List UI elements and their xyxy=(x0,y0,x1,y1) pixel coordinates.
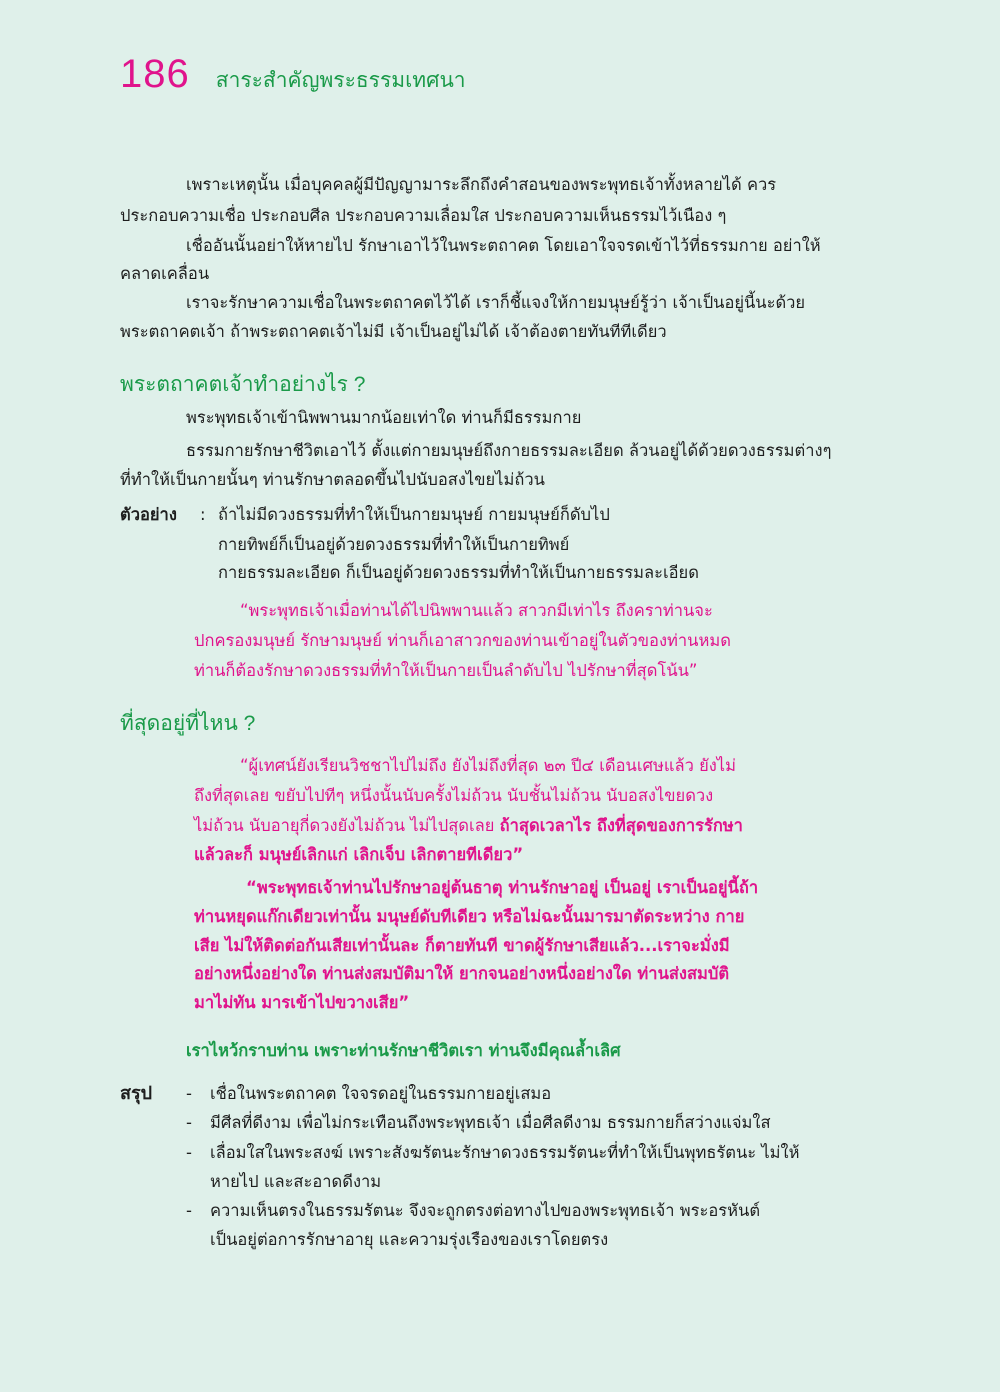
intro-p2-line2: คลาดเคลื่อน xyxy=(120,264,210,283)
quote1-line2: ปกครองมนุษย์ รักษามนุษย์ ท่านก็เอาสาวกของท่านเข้าอยู่ในตัวของท่านหมด xyxy=(194,631,731,650)
section-heading-end: ที่สุดอยู่ที่ไหน ? xyxy=(120,712,256,735)
page-header xyxy=(120,52,466,97)
quote3-line2: ท่านหยุดแก๊กเดียวเท่านั้น มนุษย์ดับทีเดียว หรือไม่ฉะนั้นมารมาตัดระหว่าง กาย xyxy=(194,907,745,926)
example-line2: กายทิพย์ก็เป็นอยู่ด้วยดวงธรรมที่ทำให้เป็นกายทิพย์ xyxy=(218,535,570,554)
quote1-line3: ท่านก็ต้องรักษาดวงธรรมที่ทำให้เป็นกายเป็นลำดับไป ไปรักษาที่สุดโน้น” xyxy=(194,661,698,680)
summary-bullet-2: - xyxy=(186,1113,192,1132)
summary-bullet-3: - xyxy=(186,1143,192,1162)
example-line1: ถ้าไม่มีดวงธรรมที่ทำให้เป็นกายมนุษย์ กายมนุษย์ก็ดับไป xyxy=(218,505,610,524)
quote3-line1: “พระพุทธเจ้าท่านไปรักษาอยู่ต้นธาตุ ท่านรักษาอยู่ เป็นอยู่ เราเป็นอยู่นี้ถ้า xyxy=(246,878,759,897)
running-title: สาระสำคัญพระธรรมเทศนา xyxy=(215,69,466,92)
section-heading-tathagata: พระตถาคตเจ้าทำอย่างไร ? xyxy=(120,373,366,396)
summary-item-3-line2: หายไป และสะอาดดีงาม xyxy=(210,1172,382,1191)
quote2-line1: “ผู้เทศน์ยังเรียนวิชชาไปไม่ถึง ยังไม่ถึงที่สุด ๒๓ ปี๔ เดือนเศษแล้ว ยังไม่ xyxy=(240,756,736,775)
section1-line3: ที่ทำให้เป็นกายนั้นๆ ท่านรักษาตลอดขึ้นไปนับอสงไขยไม่ถ้วน xyxy=(120,470,545,489)
quote2-line4: แล้วละก็ มนุษย์เลิกแก่ เลิกเจ็บ เลิกตายทีเดียว” xyxy=(194,845,524,864)
quote2-line2: ถึงที่สุดเลย ขยับไปทีๆ หนึ่งนั้นนับครั้งไม่ถ้วน นับชั้นไม่ถ้วน นับอสงไขยดวง xyxy=(194,786,714,805)
example-label: ตัวอย่าง xyxy=(120,505,177,524)
homage-line: เราไหว้กราบท่าน เพราะท่านรักษาชีวิตเรา ท่านจึงมีคุณล้ำเลิศ xyxy=(186,1041,621,1060)
quote3-line4: อย่างหนึ่งอย่างใด ท่านส่งสมบัติมาให้ ยากจนอย่างหนึ่งอย่างใด ท่านส่งสมบัติ xyxy=(194,964,730,983)
quote1-line1: “พระพุทธเจ้าเมื่อท่านได้ไปนิพพานแล้ว สาวกมีเท่าไร ถึงคราท่านจะ xyxy=(240,601,713,620)
summary-item-2: มีศีลที่ดีงาม เพื่อไม่กระเทือนถึงพระพุทธเจ้า เมื่อศีลดีงาม ธรรมกายก็สว่างแจ่มใส xyxy=(210,1113,771,1132)
summary-label: สรุป xyxy=(120,1083,153,1104)
summary-item-3-line1: เลื่อมใสในพระสงฆ์ เพราะสังฆรัตนะรักษาดวงธรรมรัตนะที่ทำให้เป็นพุทธรัตนะ ไม่ให้ xyxy=(210,1143,800,1162)
intro-p1-line1: เพราะเหตุนั้น เมื่อบุคคลผู้มีปัญญามาระลึกถึงคำสอนของพระพุทธเจ้าทั้งหลายได้ ควร xyxy=(186,175,777,194)
quote2-line3-bold: ถ้าสุดเวลาไร ถึงที่สุดของการรักษา xyxy=(499,816,743,835)
section1-line1: พระพุทธเจ้าเข้านิพพานมากน้อยเท่าใด ท่านก็มีธรรมกาย xyxy=(186,408,582,427)
summary-item-4-line2: เป็นอยู่ต่อการรักษาอายุ และความรุ่งเรืองของเราโดยตรง xyxy=(210,1230,609,1249)
page-number: 186 xyxy=(120,52,190,96)
summary-item-1: เชื่อในพระตถาคต ใจจรดอยู่ในธรรมกายอยู่เสมอ xyxy=(210,1084,552,1103)
example-colon: : xyxy=(200,505,206,524)
intro-p2-line1: เชื่ออันนั้นอย่าให้หายไป รักษาเอาไว้ในพระตถาคต โดยเอาใจจรดเข้าไว้ที่ธรรมกาย อย่าให้ xyxy=(186,236,821,255)
quote2-line3-normal: ไม่ถ้วน นับอายุกี่ดวงยังไม่ถ้วน ไม่ไปสุดเลย xyxy=(194,816,500,835)
intro-p1-line2: ประกอบความเชื่อ ประกอบศีล ประกอบความเลื่อมใส ประกอบความเห็นธรรมไว้เนือง ๆ xyxy=(120,206,727,225)
quote3-line3: เสีย ไม่ให้ติดต่อกันเสียเท่านั้นละ ก็ตายทันที ขาดผู้รักษาเสียแล้ว...เราจะมั่งมี xyxy=(194,936,730,955)
summary-item-4-line1: ความเห็นตรงในธรรมรัตนะ จึงจะถูกตรงต่อทางไปของพระพุทธเจ้า พระอรหันต์ xyxy=(210,1201,761,1220)
summary-bullet-1: - xyxy=(186,1084,192,1103)
quote3-line5: มาไม่ทัน มารเข้าไปขวางเสีย” xyxy=(194,993,410,1012)
section1-line2: ธรรมกายรักษาชีวิตเอาไว้ ตั้งแต่กายมนุษย์ถึงกายธรรมละเอียด ล้วนอยู่ได้ด้วยดวงธรรมต่างๆ xyxy=(186,441,832,460)
intro-p3-line1: เราจะรักษาความเชื่อในพระตถาคตไว้ได้ เราก็ชี้แจงให้กายมนุษย์รู้ว่า เจ้าเป็นอยู่นี้นะด้วย xyxy=(186,293,806,312)
intro-p3-line2: พระตถาคตเจ้า ถ้าพระตถาคตเจ้าไม่มี เจ้าเป็นอยู่ไม่ได้ เจ้าต้องตายทันทีทีเดียว xyxy=(120,322,667,341)
summary-bullet-4: - xyxy=(186,1201,192,1220)
example-line3: กายธรรมละเอียด ก็เป็นอยู่ด้วยดวงธรรมที่ทำให้เป็นกายธรรมละเอียด xyxy=(218,563,699,582)
quote2-line3 xyxy=(194,811,743,840)
